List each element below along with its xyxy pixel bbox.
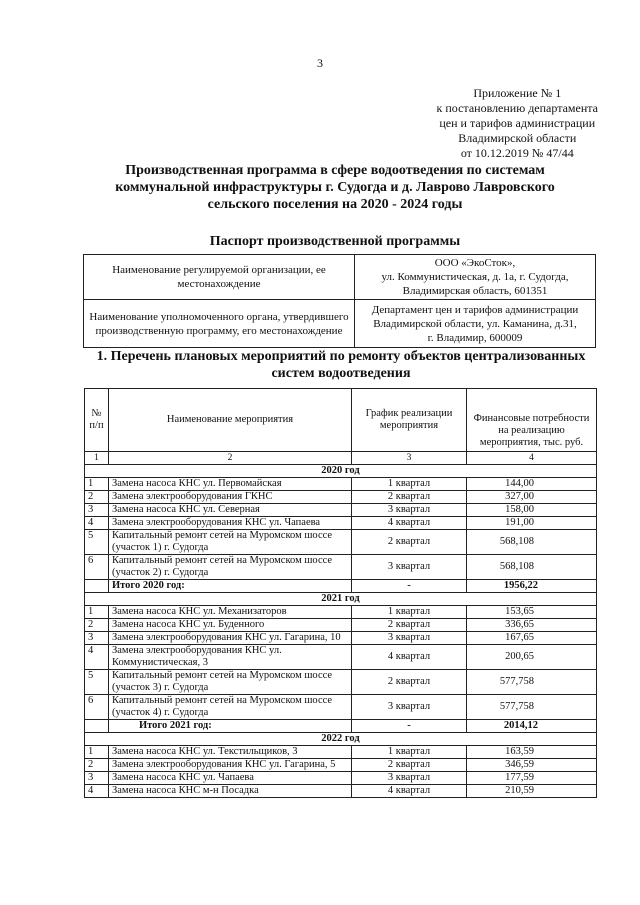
row-name: Замена насоса КНС ул. Буденного bbox=[109, 619, 352, 632]
row-schedule: 3 квартал bbox=[352, 504, 467, 517]
total-schedule: - bbox=[352, 720, 467, 733]
row-name: Замена насоса КНС м-н Посадка bbox=[109, 785, 352, 798]
row-num: 2 bbox=[85, 491, 109, 504]
total-value: 1956,22 bbox=[467, 580, 597, 593]
row-num: 1 bbox=[85, 606, 109, 619]
table-row bbox=[85, 504, 597, 517]
header-finance: Финансовые потребности на реализацию мероприятия, тыс. руб. bbox=[467, 389, 597, 452]
table-row bbox=[85, 759, 597, 772]
table-header-row bbox=[85, 389, 597, 452]
document-title bbox=[80, 162, 590, 213]
row-schedule: 2 квартал bbox=[352, 759, 467, 772]
table-row bbox=[85, 670, 597, 695]
total-label: Итого 2021 год: bbox=[109, 720, 352, 733]
passport-label: Наименование уполномоченного органа, утвердившего производственную программу, его местонахождение bbox=[84, 300, 355, 348]
appendix-block bbox=[437, 86, 598, 161]
row-name: Замена насоса КНС ул. Первомайская bbox=[109, 478, 352, 491]
year-row bbox=[85, 733, 597, 746]
passport-label: Наименование регулируемой организации, ее местонахождение bbox=[84, 255, 355, 300]
total-label: Итого 2020 год: bbox=[109, 580, 352, 593]
title-line: Производственная программа в сфере водоотведения по системам bbox=[125, 163, 545, 178]
passport-value-line: Владимирской области, ул. Каманина, д.31, bbox=[373, 317, 577, 330]
table-row bbox=[85, 555, 597, 580]
year-label: 2022 год bbox=[85, 733, 597, 746]
row-name: Капитальный ремонт сетей на Муромском шоссе (участок 3) г. Судогда bbox=[109, 670, 352, 695]
row-schedule: 2 квартал bbox=[352, 619, 467, 632]
row-schedule: 2 квартал bbox=[352, 491, 467, 504]
total-num bbox=[85, 580, 109, 593]
row-name: Замена электрооборудования ГКНС bbox=[109, 491, 352, 504]
row-schedule: 3 квартал bbox=[352, 632, 467, 645]
table-row bbox=[85, 619, 597, 632]
row-value: 167,65 bbox=[467, 632, 597, 645]
header-num: № п/п bbox=[85, 389, 109, 452]
appendix-line: к постановлению департамента bbox=[436, 101, 598, 115]
appendix-line: Владимирской области bbox=[458, 131, 577, 145]
row-name: Капитальный ремонт сетей на Муромском шоссе (участок 4) г. Судогда bbox=[109, 695, 352, 720]
row-name: Замена электрооборудования КНС ул. Гагарина, 5 bbox=[109, 759, 352, 772]
row-num: 6 bbox=[85, 695, 109, 720]
year-label: 2020 год bbox=[85, 465, 597, 478]
row-num: 1 bbox=[85, 478, 109, 491]
row-schedule: 1 квартал bbox=[352, 746, 467, 759]
row-value: 177,59 bbox=[467, 772, 597, 785]
row-name: Замена насоса КНС ул. Чапаева bbox=[109, 772, 352, 785]
row-num: 4 bbox=[85, 785, 109, 798]
table-row bbox=[85, 491, 597, 504]
passport-value-line: г. Владимир, 600009 bbox=[427, 331, 523, 344]
appendix-line: цен и тарифов администрации bbox=[439, 116, 596, 130]
passport-value-line: ул. Коммунистическая, д. 1а, г. Судогда, bbox=[381, 271, 569, 283]
table-row bbox=[85, 530, 597, 555]
row-value: 577,758 bbox=[467, 670, 597, 695]
page-number: 3 bbox=[317, 56, 323, 70]
row-num: 6 bbox=[85, 555, 109, 580]
passport-title: Паспорт производственной программы bbox=[209, 234, 461, 249]
passport-value bbox=[355, 255, 596, 300]
table-row bbox=[85, 606, 597, 619]
section-title: 1. Перечень плановых мероприятий по ремонту объектов централизованных систем водоотведения bbox=[96, 349, 586, 381]
row-num: 3 bbox=[85, 504, 109, 517]
row-value: 200,65 bbox=[467, 645, 597, 670]
row-name: Замена электрооборудования КНС ул. Чапаева bbox=[109, 517, 352, 530]
row-value: 577,758 bbox=[467, 695, 597, 720]
column-numbers-row bbox=[85, 452, 597, 465]
row-value: 153,65 bbox=[467, 606, 597, 619]
row-name: Замена насоса КНС ул. Текстильщиков, 3 bbox=[109, 746, 352, 759]
total-schedule: - bbox=[352, 580, 467, 593]
column-number: 1 bbox=[85, 452, 109, 465]
title-line: коммунальной инфраструктуры г. Судогда и д. Лаврово Лавровского bbox=[115, 180, 555, 195]
column-number: 3 bbox=[352, 452, 467, 465]
table-row bbox=[85, 746, 597, 759]
table-row bbox=[85, 478, 597, 491]
row-num: 3 bbox=[85, 772, 109, 785]
title-line: сельского поселения на 2020 - 2024 годы bbox=[207, 197, 463, 212]
row-num: 5 bbox=[85, 530, 109, 555]
passport-value-line: Департамент цен и тарифов администрации bbox=[371, 303, 579, 316]
year-row bbox=[85, 593, 597, 606]
table-row bbox=[85, 632, 597, 645]
table-row bbox=[85, 785, 597, 798]
column-number: 2 bbox=[109, 452, 352, 465]
row-schedule: 4 квартал bbox=[352, 517, 467, 530]
appendix-line: Приложение № 1 bbox=[473, 86, 562, 100]
row-value: 327,00 bbox=[467, 491, 597, 504]
row-schedule: 3 квартал bbox=[352, 772, 467, 785]
row-schedule: 1 квартал bbox=[352, 606, 467, 619]
table-row bbox=[85, 517, 597, 530]
row-num: 2 bbox=[85, 619, 109, 632]
row-name: Замена насоса КНС ул. Механизаторов bbox=[109, 606, 352, 619]
total-value: 2014,12 bbox=[467, 720, 597, 733]
row-name: Капитальный ремонт сетей на Муромском шоссе (участок 1) г. Судогда bbox=[109, 530, 352, 555]
row-value: 144,00 bbox=[467, 478, 597, 491]
row-num: 4 bbox=[85, 517, 109, 530]
passport-value-line: Владимирская область, 601351 bbox=[402, 285, 548, 297]
measures-table bbox=[84, 388, 597, 798]
row-num: 5 bbox=[85, 670, 109, 695]
row-schedule: 3 квартал bbox=[352, 695, 467, 720]
row-value: 346,59 bbox=[467, 759, 597, 772]
appendix-line: от 10.12.2019 № 47/44 bbox=[460, 146, 574, 160]
row-schedule: 1 квартал bbox=[352, 478, 467, 491]
total-row bbox=[85, 720, 597, 733]
passport-value bbox=[355, 300, 596, 348]
row-value: 191,00 bbox=[467, 517, 597, 530]
row-schedule: 4 квартал bbox=[352, 785, 467, 798]
row-num: 1 bbox=[85, 746, 109, 759]
passport-value-line: ООО «ЭкоСток», bbox=[434, 257, 516, 269]
passport-table bbox=[83, 254, 596, 348]
total-num bbox=[85, 720, 109, 733]
row-name: Замена насоса КНС ул. Северная bbox=[109, 504, 352, 517]
table-row bbox=[85, 645, 597, 670]
row-value: 568,108 bbox=[467, 530, 597, 555]
row-name: Замена электрооборудования КНС ул. Коммунистическая, 3 bbox=[109, 645, 352, 670]
table-row bbox=[85, 772, 597, 785]
header-schedule: График реализации мероприятия bbox=[352, 389, 467, 452]
row-name: Замена электрооборудования КНС ул. Гагарина, 10 bbox=[109, 632, 352, 645]
column-number: 4 bbox=[467, 452, 597, 465]
passport-row bbox=[84, 300, 596, 348]
row-value: 210,59 bbox=[467, 785, 597, 798]
row-schedule: 2 квартал bbox=[352, 530, 467, 555]
row-num: 3 bbox=[85, 632, 109, 645]
passport-row bbox=[84, 255, 596, 300]
row-num: 2 bbox=[85, 759, 109, 772]
year-label: 2021 год bbox=[85, 593, 597, 606]
year-row bbox=[85, 465, 597, 478]
row-schedule: 4 квартал bbox=[352, 645, 467, 670]
row-name: Капитальный ремонт сетей на Муромском шоссе (участок 2) г. Судогда bbox=[109, 555, 352, 580]
header-name: Наименование мероприятия bbox=[109, 389, 352, 452]
row-value: 336,65 bbox=[467, 619, 597, 632]
row-value: 568,108 bbox=[467, 555, 597, 580]
row-value: 163,59 bbox=[467, 746, 597, 759]
row-schedule: 2 квартал bbox=[352, 670, 467, 695]
total-row bbox=[85, 580, 597, 593]
row-schedule: 3 квартал bbox=[352, 555, 467, 580]
row-num: 4 bbox=[85, 645, 109, 670]
row-value: 158,00 bbox=[467, 504, 597, 517]
table-row bbox=[85, 695, 597, 720]
